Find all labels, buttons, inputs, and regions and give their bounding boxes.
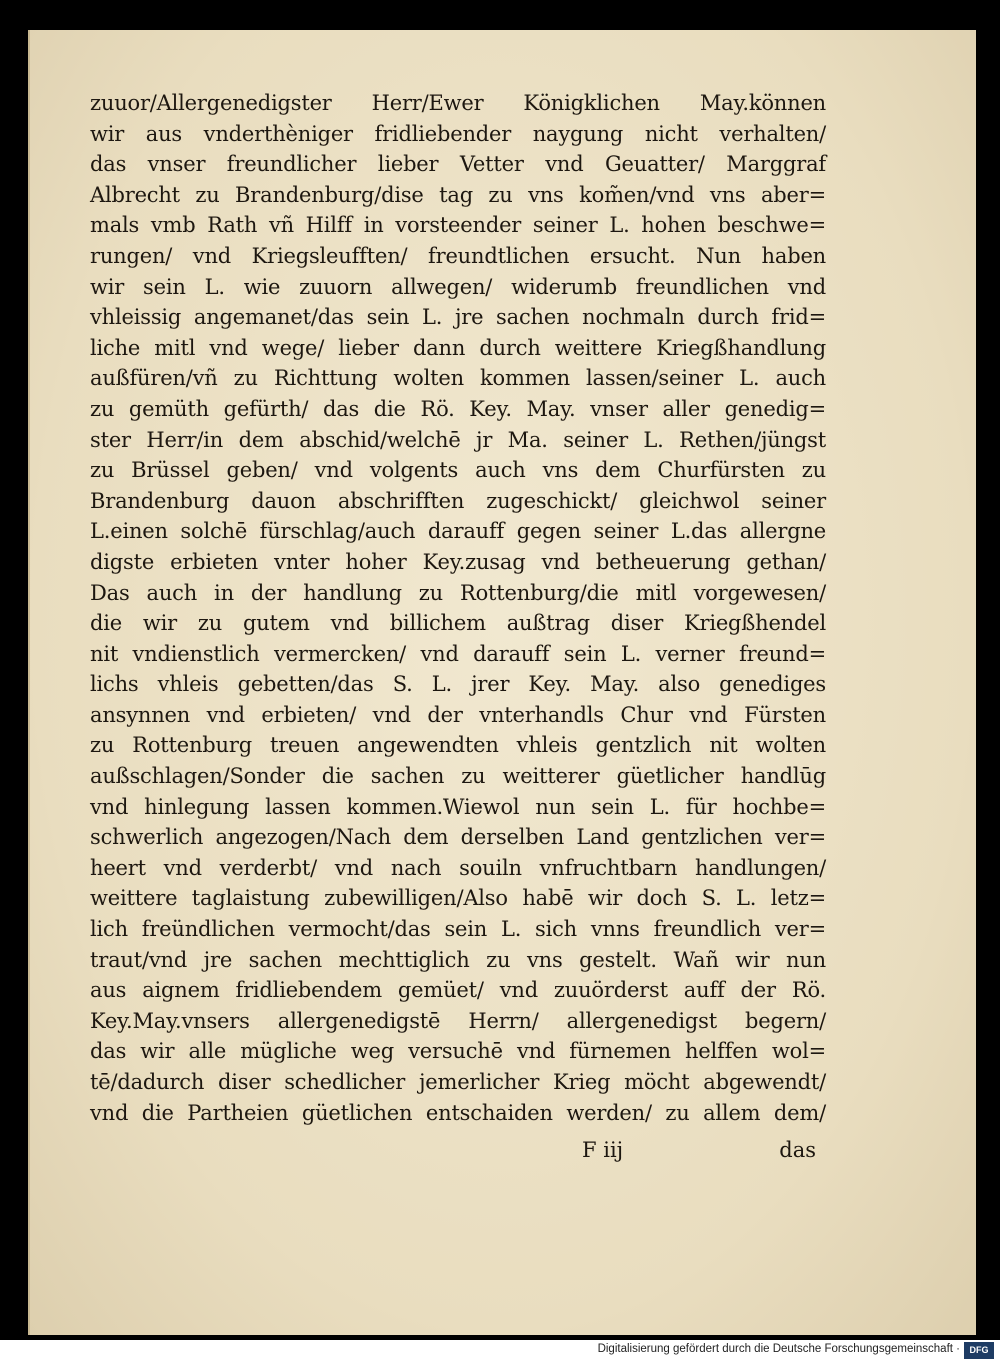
text-line: lichs vhleis gebetten/das S. L. jrer Key. May. also genediges [90,672,826,697]
text-line: digste erbieten vnter hoher Key.zusag vnd betheuerung gethan/ [90,549,826,574]
text-line: außschlagen/Sonder die sachen zu weitterer güetlicher handlūg [90,764,826,789]
text-line: zu Rottenburg treuen angewendten vhleis gentzlich nit wolten [90,733,826,758]
text-line: liche mitl vnd wege/ lieber dann durch weittere Kriegßhandlung [90,335,826,360]
text-line: tē/dadurch diser schedlicher jemerlicher Krieg möcht abgewendt/ [90,1070,826,1094]
text-line: zu gemüth gefürth/ das die Rö. Key. May. vnser aller genedig= [90,396,826,421]
page-text [90,88,826,1128]
text-line: Brandenburg dauon abschrifften zugeschickt/ gleichwol seiner [90,488,826,513]
text-line: das vnser freundlicher lieber Vetter vnd Geuatter/ Marggraf [90,152,826,177]
page-footer [550,1138,816,1170]
text-line: außfüren/vñ zu Richttung wolten kommen lassen/seiner L. auch [90,366,826,391]
text-line: rungen/ vnd Kriegsleufften/ freundtlichen ersucht. Nun haben [90,243,826,268]
catchword: das [779,1138,816,1162]
text-line: zuuor/Allergenedigster Herr/Ewer Königklichen May.können [90,91,826,115]
text-line: zu Brüssel geben/ vnd volgents auch vns dem Churfürsten zu [90,458,826,483]
text-line: vnd die Partheien güetlichen entschaiden werden/ zu allem dem/ [90,1100,826,1125]
text-line: wir aus vnderthèniger fridliebender naygung nicht verhalten/ [90,121,826,146]
text-line: L.einen solchē fürschlag/auch darauff gegen seiner L.das allergne [90,519,826,544]
text-line: vhleissig angemanet/das sein L. jre sachen nochmaln durch frid= [90,305,826,330]
text-line: weittere taglaistung zubewilligen/Also habē wir doch S. L. letz= [90,886,826,911]
text-line: traut/vnd jre sachen mechttiglich zu vns gestelt. Wañ wir nun [90,947,826,972]
text-line: vnd hinlegung lassen kommen.Wiewol nun sein L. für hochbe= [90,794,826,819]
text-line: Albrecht zu Brandenburg/dise tag zu vns kom̃en/vnd vns aber= [90,182,826,207]
text-line: die wir zu gutem vnd billichem außtrag diser Kriegßhendel [90,611,826,636]
text-line: Das auch in der handlung zu Rottenburg/die mitl vorgewesen/ [90,580,826,605]
signature-mark: F iij [582,1138,624,1162]
text-line: das wir alle mügliche weg versuchē vnd fürnemen helffen wol= [90,1039,826,1064]
text-line: aus aignem fridliebendem gemüet/ vnd zuuörderst auff der Rö. [90,978,826,1003]
text-line: ansynnen vnd erbieten/ vnd der vnterhandls Chur vnd Fürsten [90,702,826,727]
text-line: ster Herr/in dem abschid/welchē jr Ma. seiner L. Rethen/jüngst [90,427,826,452]
text-line: mals vmb Rath vñ Hilff in vorsteender seiner L. hohen beschwe= [90,213,826,238]
credit-bar [0,1340,1000,1363]
text-line: heert vnd verderbt/ vnd nach souiln vnfruchtbarn handlungen/ [90,855,826,880]
text-line: lich freündlichen vermocht/das sein L. sich vnns freundlich ver= [90,917,826,942]
text-line: wir sein L. wie zuuorn allwegen/ widerumb freundlichen vnd [90,274,826,299]
text-line: schwerlich angezogen/Nach dem derselben Land gentzlichen ver= [90,825,826,850]
text-line: Key.May.vnsers allergenedigstē Herrn/ allergenedigst begern/ [90,1008,826,1033]
funding-credit: Digitalisierung gefördert durch die Deutsche Forschungsgemeinschaft · [597,1343,960,1355]
book-page [28,30,976,1335]
text-line: nit vndienstlich vermercken/ vnd darauff sein L. verner freund= [90,641,826,666]
dfg-logo: DFG [964,1342,994,1359]
